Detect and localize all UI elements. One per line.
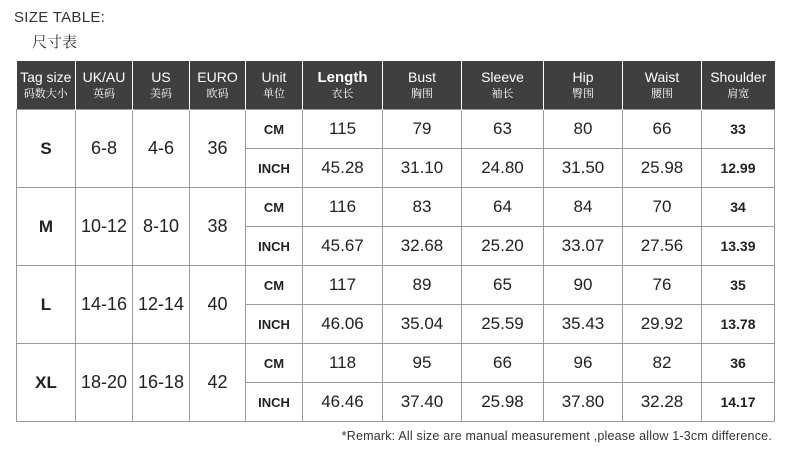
- bust-cell: 37.40: [383, 383, 462, 422]
- unit-cell: CM: [246, 188, 303, 227]
- uk-au-cell: 10-12: [76, 188, 133, 266]
- uk-au-cell: 14-16: [76, 266, 133, 344]
- hip-cell: 33.07: [544, 227, 623, 266]
- col-header-shoulder: Shoulder 肩宽: [702, 61, 775, 110]
- size-table: [16, 61, 775, 422]
- hip-cell: 96: [544, 344, 623, 383]
- unit-cell: CM: [246, 344, 303, 383]
- bust-cell: 89: [383, 266, 462, 305]
- us-cell: 8-10: [133, 188, 190, 266]
- hip-cell: 80: [544, 110, 623, 149]
- uk-au-cell: 18-20: [76, 344, 133, 422]
- us-cell: 12-14: [133, 266, 190, 344]
- waist-cell: 76: [623, 266, 702, 305]
- sleeve-cell: 24.80: [462, 149, 544, 188]
- length-cell: 45.67: [303, 227, 383, 266]
- length-cell: 46.46: [303, 383, 383, 422]
- unit-cell: INCH: [246, 383, 303, 422]
- shoulder-cell: 14.17: [702, 383, 775, 422]
- length-cell: 46.06: [303, 305, 383, 344]
- hip-cell: 31.50: [544, 149, 623, 188]
- bust-cell: 95: [383, 344, 462, 383]
- waist-cell: 82: [623, 344, 702, 383]
- unit-cell: CM: [246, 110, 303, 149]
- sleeve-cell: 25.20: [462, 227, 544, 266]
- bust-cell: 31.10: [383, 149, 462, 188]
- table-row-s-cm: [17, 110, 775, 149]
- length-cell: 115: [303, 110, 383, 149]
- bust-cell: 35.04: [383, 305, 462, 344]
- hip-cell: 84: [544, 188, 623, 227]
- shoulder-cell: 13.39: [702, 227, 775, 266]
- table-row-l-cm: [17, 266, 775, 305]
- waist-cell: 25.98: [623, 149, 702, 188]
- waist-cell: 32.28: [623, 383, 702, 422]
- euro-cell: 38: [190, 188, 246, 266]
- bust-cell: 79: [383, 110, 462, 149]
- us-cell: 4-6: [133, 110, 190, 188]
- col-header-tag-size: Tag size 码数大小: [17, 61, 76, 110]
- length-cell: 117: [303, 266, 383, 305]
- size-table-title: SIZE TABLE:: [14, 9, 106, 26]
- sleeve-cell: 65: [462, 266, 544, 305]
- col-header-unit: Unit 单位: [246, 61, 303, 110]
- sleeve-cell: 25.98: [462, 383, 544, 422]
- waist-cell: 66: [623, 110, 702, 149]
- unit-cell: CM: [246, 266, 303, 305]
- sleeve-cell: 25.59: [462, 305, 544, 344]
- tag-size-cell: M: [17, 188, 76, 266]
- header-row: [17, 61, 775, 110]
- hip-cell: 35.43: [544, 305, 623, 344]
- col-header-waist: Waist 腰围: [623, 61, 702, 110]
- size-table-title-cn: 尺寸表: [32, 33, 78, 51]
- shoulder-cell: 35: [702, 266, 775, 305]
- sleeve-cell: 66: [462, 344, 544, 383]
- euro-cell: 42: [190, 344, 246, 422]
- hip-cell: 37.80: [544, 383, 623, 422]
- us-cell: 16-18: [133, 344, 190, 422]
- shoulder-cell: 33: [702, 110, 775, 149]
- shoulder-cell: 12.99: [702, 149, 775, 188]
- tag-size-cell: L: [17, 266, 76, 344]
- euro-cell: 40: [190, 266, 246, 344]
- waist-cell: 70: [623, 188, 702, 227]
- table-row-xl-cm: [17, 344, 775, 383]
- remark-note: *Remark: All size are manual measurement ,please allow 1-3cm difference.: [341, 429, 772, 443]
- uk-au-cell: 6-8: [76, 110, 133, 188]
- col-header-hip: Hip 臀围: [544, 61, 623, 110]
- col-header-bust: Bust 胸围: [383, 61, 462, 110]
- bust-cell: 83: [383, 188, 462, 227]
- length-cell: 45.28: [303, 149, 383, 188]
- shoulder-cell: 36: [702, 344, 775, 383]
- waist-cell: 29.92: [623, 305, 702, 344]
- col-header-us: US 美码: [133, 61, 190, 110]
- waist-cell: 27.56: [623, 227, 702, 266]
- length-cell: 118: [303, 344, 383, 383]
- shoulder-cell: 34: [702, 188, 775, 227]
- col-header-uk-au: UK/AU 英码: [76, 61, 133, 110]
- col-header-euro: EURO 欧码: [190, 61, 246, 110]
- unit-cell: INCH: [246, 305, 303, 344]
- col-header-sleeve: Sleeve 袖长: [462, 61, 544, 110]
- sleeve-cell: 64: [462, 188, 544, 227]
- unit-cell: INCH: [246, 149, 303, 188]
- length-cell: 116: [303, 188, 383, 227]
- bust-cell: 32.68: [383, 227, 462, 266]
- table-row-m-cm: [17, 188, 775, 227]
- hip-cell: 90: [544, 266, 623, 305]
- sleeve-cell: 63: [462, 110, 544, 149]
- unit-cell: INCH: [246, 227, 303, 266]
- tag-size-cell: S: [17, 110, 76, 188]
- col-header-length: Length 衣长: [303, 61, 383, 110]
- shoulder-cell: 13.78: [702, 305, 775, 344]
- tag-size-cell: XL: [17, 344, 76, 422]
- euro-cell: 36: [190, 110, 246, 188]
